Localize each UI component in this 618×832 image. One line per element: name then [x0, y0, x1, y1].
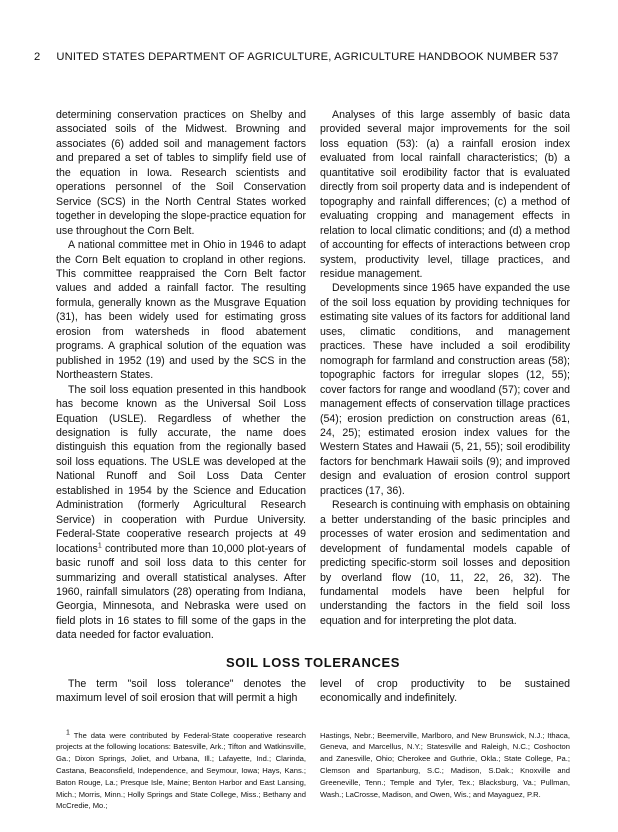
- paragraph-text: contributed more than 10,000 plot-years of basic runoff and soil loss data to this center for summarizing and overall statistical analyses. After 1960, rainfall simulators (28) operating from Indiana, Georgia, Minnesota, and Nebraska were used on field plots in 16 states to fill some of the gaps in the data needed for factor evaluation.: [56, 542, 306, 642]
- body-columns: [34, 108, 570, 643]
- section-text: [34, 677, 570, 706]
- right-column: [320, 108, 570, 643]
- footnote-text: The data were contributed by Federal-State cooperative research projects at the following locations: Batesville, Ark.; Tifton and Watkinsville, Ga.; Dixon Springs, Joliet, and Urbana, Ill.; Lafayette, Ind.; Clarinda, Castana, Beaconsfield, Independence, and Seymour, Iowa; Hays, Kans.; Baton Rouge, La.; Presque Isle, Maine; Benton Harbor and East Lansing, Mich.; Morris, Minn.; Holly Springs and State College, Miss.; Bethany and McCredie, Mo.;: [56, 730, 306, 811]
- footnote-right: Hastings, Nebr.; Beemerville, Marlboro, and New Brunswick, N.J.; Ithaca, Geneva, and Marcellus, N.Y.; Statesville and Raleigh, N.C.; Coshocton and Zanesville, Ohio; Cherokee and Guthrie, Okla.; State College, Pa.; Clemson and Spartanburg, S.C.; Madison, S.Dak.; Knoxville and Greeneville, Tenn.; Temple and Tyler, Tex.; Blacksburg, Va.; Pullman, Wash.; LaCrosse, Madison, and Owen, Wis.; and Mayaguez, P.R.: [320, 730, 570, 799]
- running-header: [34, 50, 570, 64]
- section-text-left: The term "soil loss tolerance" denotes the maximum level of soil erosion that will permit a high: [56, 677, 306, 705]
- footnote-ref: 1: [97, 542, 102, 550]
- left-column: [56, 108, 306, 643]
- paragraph: [56, 383, 306, 643]
- page-number: 2: [34, 51, 41, 63]
- footnote-marker: 1: [66, 729, 70, 737]
- paragraph-text: The soil loss equation presented in this handbook has become known as the Universal Soil Loss Equation (USLE). Regardless of whether the designation is fully accurate, the name does distinguish this equation from the regionally based soil loss equations. The USLE was developed at the National Runoff and Soil Loss Data Center established in 1954 by the Science and Education Administration (formerly Agricultural Research Service) in cooperation with Purdue University. Federal-State cooperative research projects at 49 locations: [56, 383, 306, 555]
- paragraph: Research is continuing with emphasis on obtaining a better understanding of the basic principles and processes of water erosion and sedimentation and development of fundamental models capable of predicting specific-storm soil losses and deposition by overland flow (10, 11, 22, 26, 32). The fundamental models have been helpful for understanding the factors in the field soil loss equation and for interpreting the plot data.: [320, 499, 570, 627]
- paragraph: determining conservation practices on Shelby and associated soils of the Midwest. Browning and associates (6) added soil and management factors and prepared a set of tables to simplify field use of the equation in Iowa. Research scientists and operations personnel of the Soil Conservation Service (SCS) in the North Central States worked together in developing the slope-practice equation for use throughout the Corn Belt.: [56, 109, 306, 237]
- running-title: UNITED STATES DEPARTMENT OF AGRICULTURE, AGRICULTURE HANDBOOK NUMBER 537: [56, 51, 559, 63]
- section-heading: SOIL LOSS TOLERANCES: [225, 654, 401, 670]
- section-text-right: level of crop productivity to be sustained economically and indefinitely.: [320, 677, 570, 705]
- paragraph: Analyses of this large assembly of basic data provided several major improvements for the soil loss equation (53): (a) a rainfall erosion index evaluated from local rainfall characteristics; (b) a quantitative soil erodibility factor that is evaluated directly from soil property data and is independent of topography and rainfall differences; (c) a method of evaluating cropping and management effects in relation to local climatic conditions; and (d) a method of accounting for effects of interactions between crop system, productivity level, tillage practices, and residue management.: [320, 109, 570, 280]
- paragraph: Developments since 1965 have expanded the use of the soil loss equation by providing techniques for estimating site values of its factors for additional land uses, climatic conditions, and management practices. These have included a soil erodibility nomograph for farmland and construction areas (58); topographic factors for irregular slopes (12, 55); cover factors for range and woodland (57); cover and management effects of conservation tillage practices (54); erosion prediction on construction areas (61, 24, 25); estimated erosion index values for the Western States and Hawaii (5, 21, 55); soil erodibility factors for benchmark Hawaii soils (9); and improved design and evaluation of erosion control support practices (17, 36).: [320, 282, 570, 497]
- paragraph: A national committee met in Ohio in 1946 to adapt the Corn Belt equation to cropland in other regions. This committee reappraised the Corn Belt factor values and added a rainfall factor. The resulting formula, generally known as the Musgrave Equation (31), has been widely used for estimating gross erosion from watersheds in flood abatement programs. A graphical solution of the equation was published in 1952 (19) and used by the SCS in the Northeastern States.: [56, 239, 306, 382]
